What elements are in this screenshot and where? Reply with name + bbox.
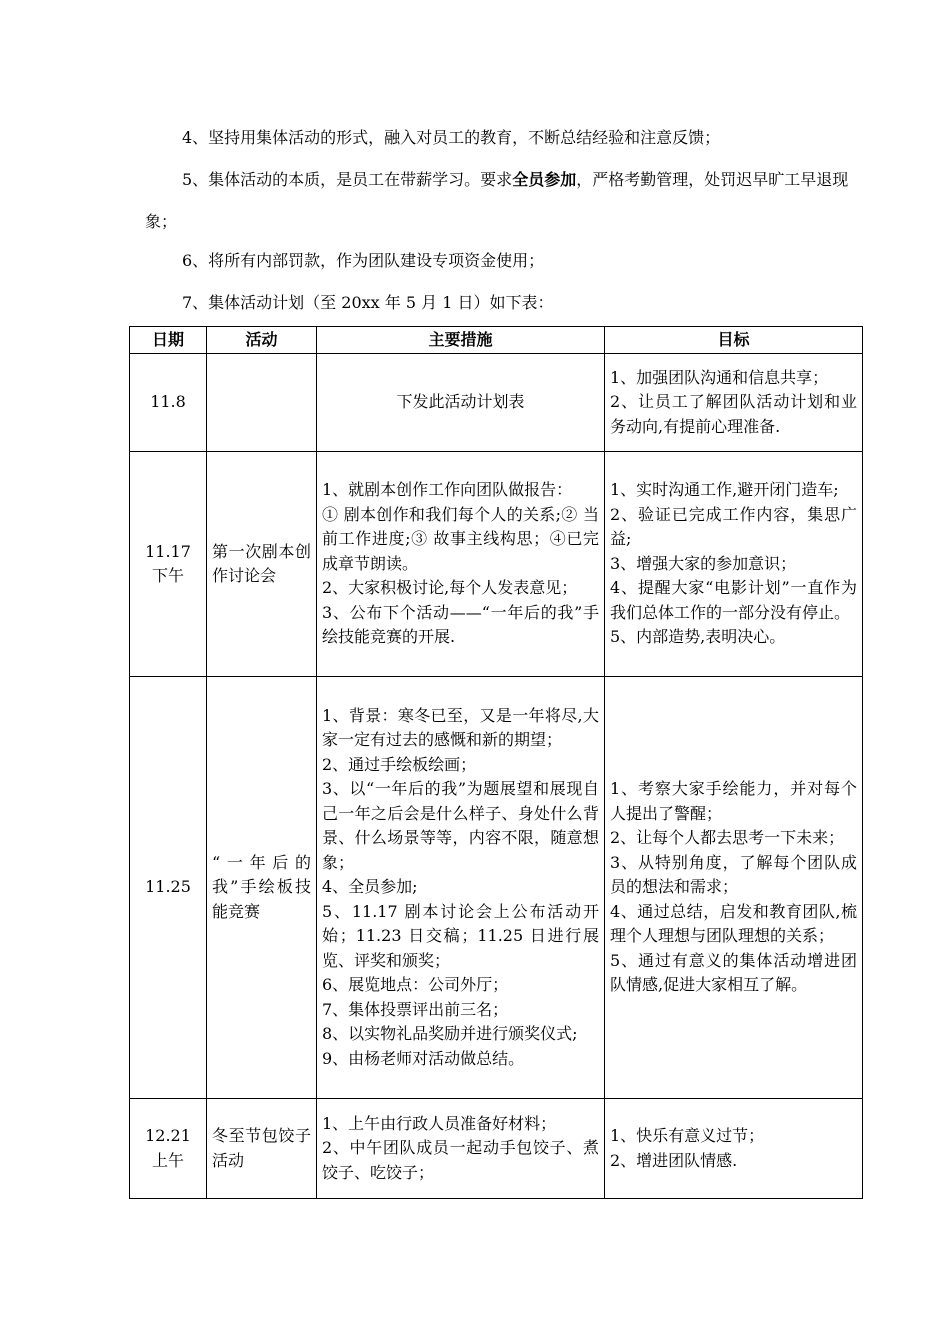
row-date: 12.21 上午 — [130, 1099, 207, 1199]
header-goals: 目标 — [605, 327, 863, 354]
measure-item: 2、大家积极讨论,每个人发表意见； — [322, 578, 578, 598]
goal-item: 1、实时沟通工作,避开闭门造车; — [610, 480, 839, 500]
measure-item: 3、公布下个活动——“一年后的我”手绘技能竞赛的开展. — [322, 602, 599, 647]
paragraph-item-5 — [145, 159, 865, 243]
goal-item: 5、通过有意义的集体活动增进团队情感,促进大家相互了解。 — [610, 950, 857, 995]
measure-item: 1、背景：寒冬已至，又是一年将尽,大家一定有过去的感慨和新的期望； — [322, 705, 599, 750]
row-activity: 冬至节包饺子活动 — [207, 1099, 317, 1199]
goal-item: 4、通过总结，启发和教育团队,梳理个人理想与团队理想的关系； — [610, 901, 857, 946]
row-measures — [317, 354, 605, 452]
measure-item: 下发此活动计划表 — [396, 392, 525, 412]
activity-plan-table — [129, 326, 863, 1199]
row-measures — [317, 452, 605, 677]
goal-item: 2、让每个人都去思考一下未来； — [610, 828, 845, 848]
paragraph-item-5-rest: ，严格考勤管理，处罚迟早旷工早退现象； — [145, 170, 849, 231]
measure-item: 7、集体投票评出前三名； — [322, 999, 509, 1019]
header-activity: 活动 — [207, 327, 317, 354]
header-measures: 主要措施 — [317, 327, 605, 354]
goal-item: 2、验证已完成工作内容，集思广益; — [610, 504, 857, 549]
row-goals — [605, 1099, 863, 1199]
table-row — [130, 452, 863, 677]
measure-item: 8、以实物礼品奖励并进行颁奖仪式; — [322, 1024, 578, 1044]
goal-item: 4、提醒大家“电影计划”一直作为我们总体工作的一部分没有停止。 — [610, 578, 857, 622]
goal-item: 1、加强团队沟通和信息共享； — [610, 367, 829, 387]
measure-item: 6、展览地点：公司外厅； — [322, 975, 509, 995]
paragraph-item-6: 6、将所有内部罚款，作为团队建设专项资金使用； — [182, 251, 545, 270]
row-measures — [317, 677, 605, 1099]
goal-item: 5、内部造势,表明决心。 — [610, 627, 786, 647]
measure-item: 9、由杨老师对活动做总结。 — [322, 1048, 525, 1068]
measure-item: 2、通过手绘板绘画； — [322, 754, 477, 774]
goal-item: 2、让员工了解团队活动计划和业务动向,有提前心理准备. — [610, 392, 857, 436]
paragraph-item-5-bold: 全员参加 — [512, 170, 577, 189]
measure-item: ① 剧本创作和我们每个人的关系;② 当前工作进度;③ 故事主线构思；④已完成章节朗读。 — [322, 504, 599, 573]
table-row — [130, 354, 863, 452]
row-activity: 第一次剧本创作讨论会 — [207, 452, 317, 677]
row-date: 11.17 下午 — [130, 452, 207, 677]
paragraph-item-7: 7、集体活动计划（至 20xx 年 5 月 1 日）如下表： — [182, 293, 554, 312]
measure-item: 3、以“一年后的我”为题展望和展现自己一年之后会是什么样子、身处什么背景、什么场景等等，内容不限，随意想象； — [322, 779, 599, 872]
row-measures — [317, 1099, 605, 1199]
measure-item: 1、上午由行政人员准备好材料； — [322, 1113, 557, 1133]
goal-item: 2、增进团队情感. — [610, 1150, 738, 1170]
row-date: 11.25 — [130, 677, 207, 1099]
table-row — [130, 677, 863, 1099]
header-date: 日期 — [130, 327, 207, 354]
row-date: 11.8 — [130, 354, 207, 452]
row-activity: “一年后的我”手绘板技能竞赛 — [207, 677, 317, 1099]
measure-item: 2、中午团队成员一起动手包饺子、煮饺子、吃饺子； — [322, 1138, 599, 1182]
table-row — [130, 1099, 863, 1199]
paragraph-item-4: 4、坚持用集体活动的形式，融入对员工的教育，不断总结经验和注意反馈； — [182, 128, 721, 147]
goal-item: 1、考察大家手绘能力，并对每个人提出了警醒； — [610, 779, 857, 823]
row-activity — [207, 354, 317, 452]
row-goals — [605, 677, 863, 1099]
row-goals — [605, 354, 863, 452]
goal-item: 3、增强大家的参加意识； — [610, 553, 797, 573]
goal-item: 1、快乐有意义过节； — [610, 1126, 765, 1145]
measure-item: 4、全员参加; — [322, 877, 418, 897]
goal-item: 3、从特别角度，了解每个团队成员的想法和需求； — [610, 852, 857, 897]
paragraph-item-5-text: 5、集体活动的本质，是员工在带薪学习。要求 — [182, 170, 513, 189]
row-goals — [605, 452, 863, 677]
measure-item: 1、就剧本创作工作向团队做报告： — [322, 480, 573, 500]
table-header-row — [130, 327, 863, 354]
measure-item: 5、11.17 剧本讨论会上公布活动开始；11.23 日交稿；11.25 日进行展览、评奖和颁奖； — [322, 901, 599, 970]
